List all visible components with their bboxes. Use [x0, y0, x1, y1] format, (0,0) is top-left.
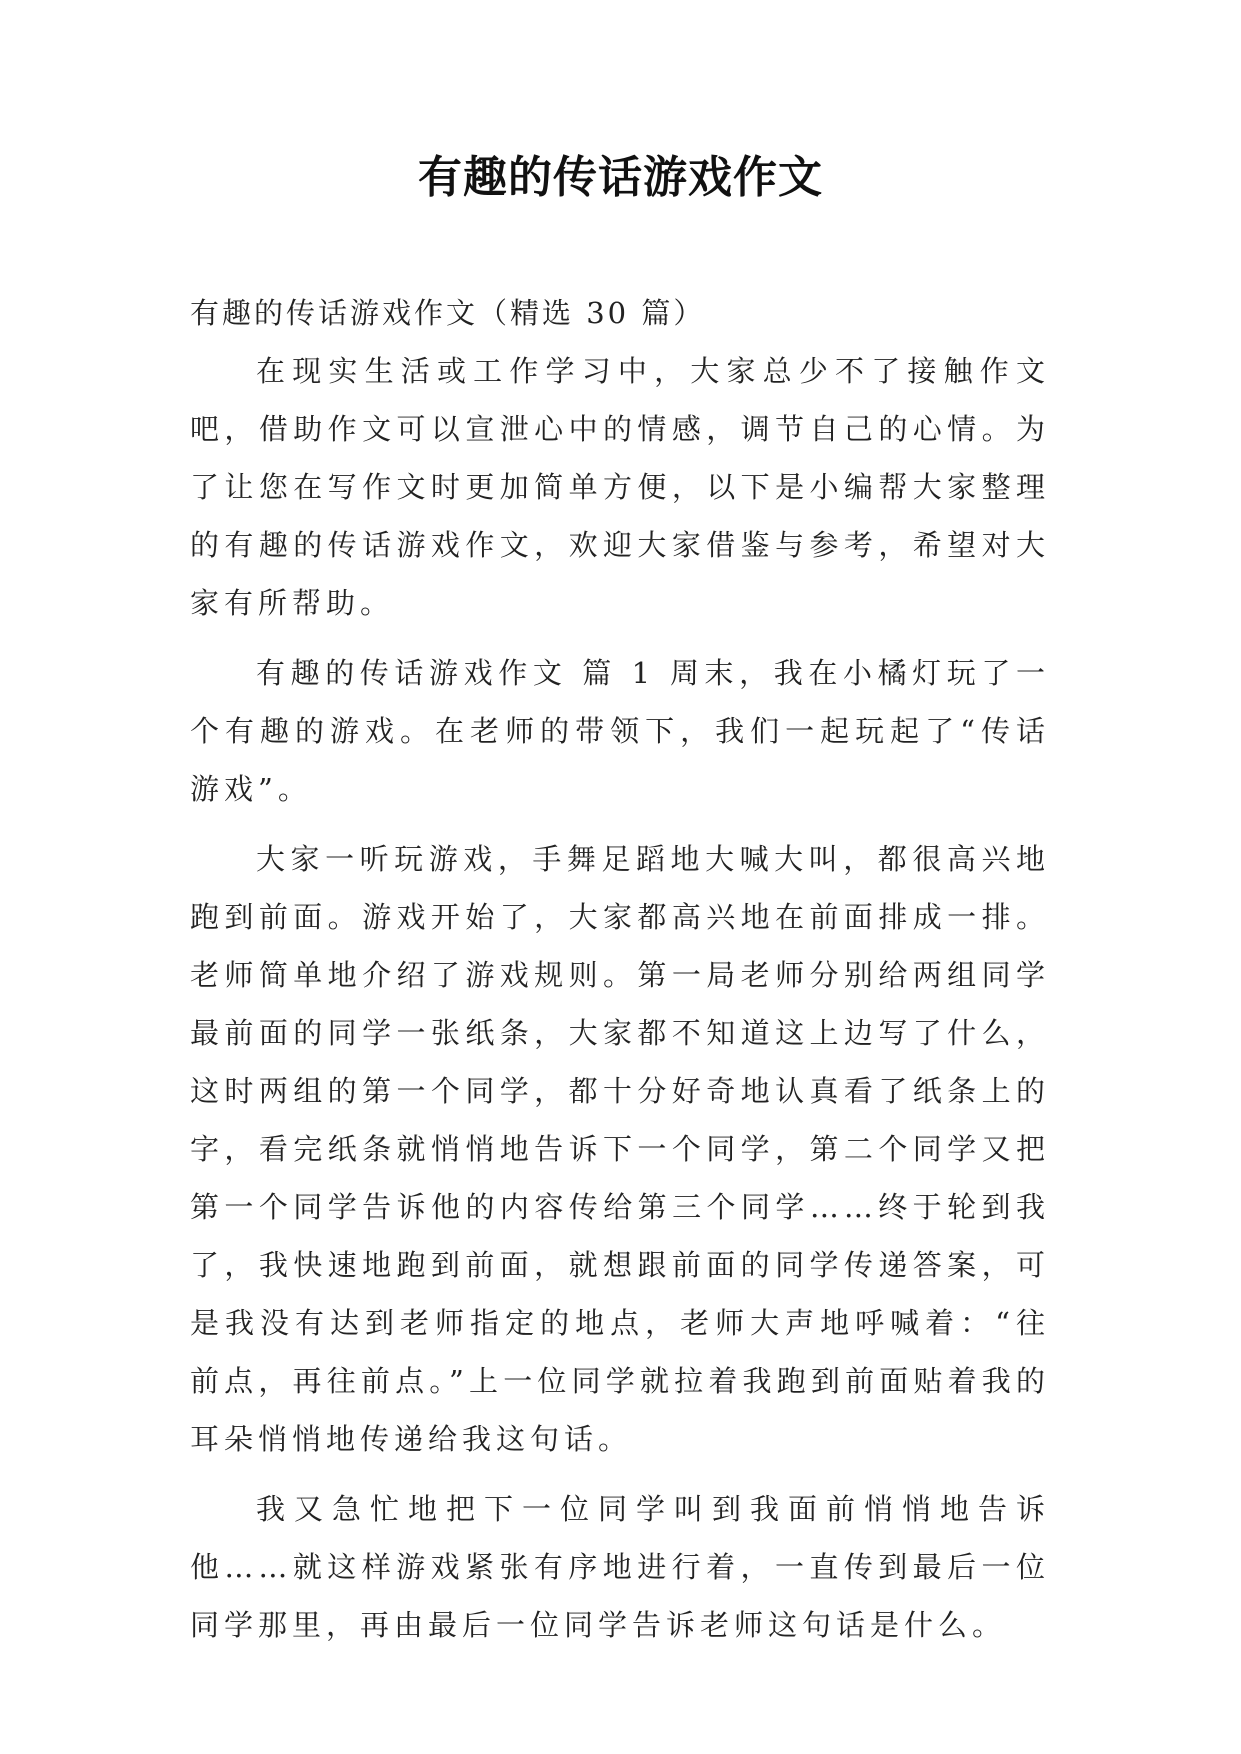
document-body [190, 284, 1050, 1666]
document-title: 有趣的传话游戏作文 [418, 152, 823, 203]
body-paragraph: 大家一听玩游戏，手舞足蹈地大喊大叫，都很高兴地跑到前面。游戏开始了，大家都高兴地在前面排成一排。老师简单地介绍了游戏规则。第一局老师分别给两组同学最前面的同学一张纸条，大家都不知道这上边写了什么，这时两组的第一个同学，都十分好奇地认真看了纸条上的字，看完纸条就悄悄地告诉下一个同学，第二个同学又把第一个同学告诉他的内容传给第三个同学……终于轮到我了，我快速地跑到前面，就想跟前面的同学传递答案，可是我没有达到老师指定的地点，老师大声地呼喊着：“往前点，再往前点。”上一位同学就拉着我跑到前面贴着我的耳朵悄悄地传递给我这句话。 [190, 842, 1050, 1456]
essay-heading-paragraph: 有趣的传话游戏作文 篇 1 周末，我在小橘灯玩了一个有趣的游戏。在老师的带领下，我们一起玩起了“传话游戏”。 [190, 656, 1050, 806]
document-subtitle: 有趣的传话游戏作文（精选 30 篇） [190, 296, 706, 330]
body-paragraph: 我又急忙地把下一位同学叫到我面前悄悄地告诉他……就这样游戏紧张有序地进行着，一直传到最后一位同学那里，再由最后一位同学告诉老师这句话是什么。 [190, 1492, 1050, 1642]
intro-paragraph: 在现实生活或工作学习中，大家总少不了接触作文吧，借助作文可以宣泄心中的情感，调节自己的心情。为了让您在写作文时更加简单方便，以下是小编帮大家整理的有趣的传话游戏作文，欢迎大家借鉴与参考，希望对大家有所帮助。 [190, 354, 1050, 620]
